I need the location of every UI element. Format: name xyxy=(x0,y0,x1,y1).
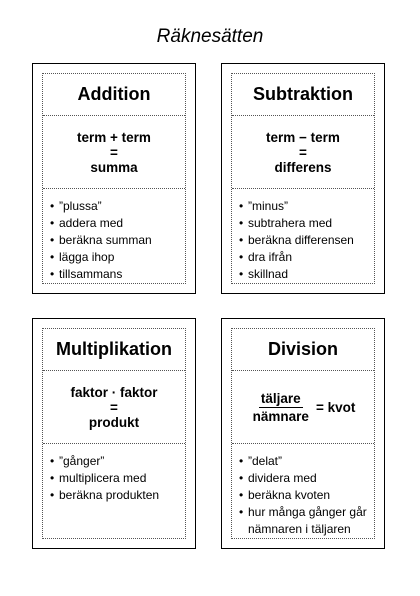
multiplication-card xyxy=(32,318,196,549)
division-formula-result: = kvot xyxy=(315,399,356,415)
division-card xyxy=(221,318,385,549)
multiplication-synonyms xyxy=(43,444,185,504)
multiplication-formula-expression: faktor · faktor xyxy=(70,384,158,400)
list-item: • skillnad xyxy=(239,266,374,283)
division-synonyms xyxy=(232,444,374,538)
addition-formula-expression: term + term xyxy=(77,129,151,145)
subtraction-formula-equals: = xyxy=(299,144,307,160)
list-item: • addera med xyxy=(50,215,185,232)
addition-formula-result: summa xyxy=(90,159,138,175)
addition-card-inner xyxy=(42,73,186,284)
subtraction-formula-result: differens xyxy=(274,159,332,175)
list-item: • beräkna differensen xyxy=(239,232,374,249)
multiplication-formula xyxy=(43,371,185,444)
division-fraction-expression xyxy=(251,391,356,424)
addition-card xyxy=(32,63,196,294)
list-item: • subtrahera med xyxy=(239,215,374,232)
fraction xyxy=(251,391,311,424)
multiplication-title: Multiplikation xyxy=(43,329,185,371)
subtraction-title: Subtraktion xyxy=(232,74,374,116)
addition-formula xyxy=(43,116,185,189)
list-item: • beräkna kvoten xyxy=(239,487,374,504)
list-item: • multiplicera med xyxy=(50,470,185,487)
list-item: • hur många gånger går nämnaren i täljaren xyxy=(239,504,374,538)
addition-formula-equals: = xyxy=(110,144,118,160)
list-item: • lägga ihop xyxy=(50,249,185,266)
list-item: • beräkna produkten xyxy=(50,487,185,504)
multiplication-formula-equals: = xyxy=(110,399,118,415)
multiplication-card-inner xyxy=(42,328,186,539)
division-formula xyxy=(232,371,374,444)
fraction-denominator: nämnare xyxy=(252,408,309,424)
subtraction-formula xyxy=(232,116,374,189)
addition-synonyms xyxy=(43,189,185,283)
subtraction-synonyms xyxy=(232,189,374,283)
list-item: • dra ifrån xyxy=(239,249,374,266)
list-item: • tillsammans xyxy=(50,266,185,283)
list-item: • ”plussa” xyxy=(50,198,185,215)
division-title: Division xyxy=(232,329,374,371)
subtraction-card xyxy=(221,63,385,294)
fraction-numerator: täljare xyxy=(260,390,301,406)
subtraction-formula-expression: term − term xyxy=(266,129,340,145)
list-item: • ”gånger” xyxy=(50,453,185,470)
list-item: • ”minus” xyxy=(239,198,374,215)
addition-title: Addition xyxy=(43,74,185,116)
multiplication-formula-result: produkt xyxy=(88,414,140,430)
division-card-inner xyxy=(231,328,375,539)
list-item: • beräkna summan xyxy=(50,232,185,249)
subtraction-card-inner xyxy=(231,73,375,284)
list-item: • ”delat” xyxy=(239,453,374,470)
list-item: • dividera med xyxy=(239,470,374,487)
page-title: Räknesätten xyxy=(156,26,264,47)
